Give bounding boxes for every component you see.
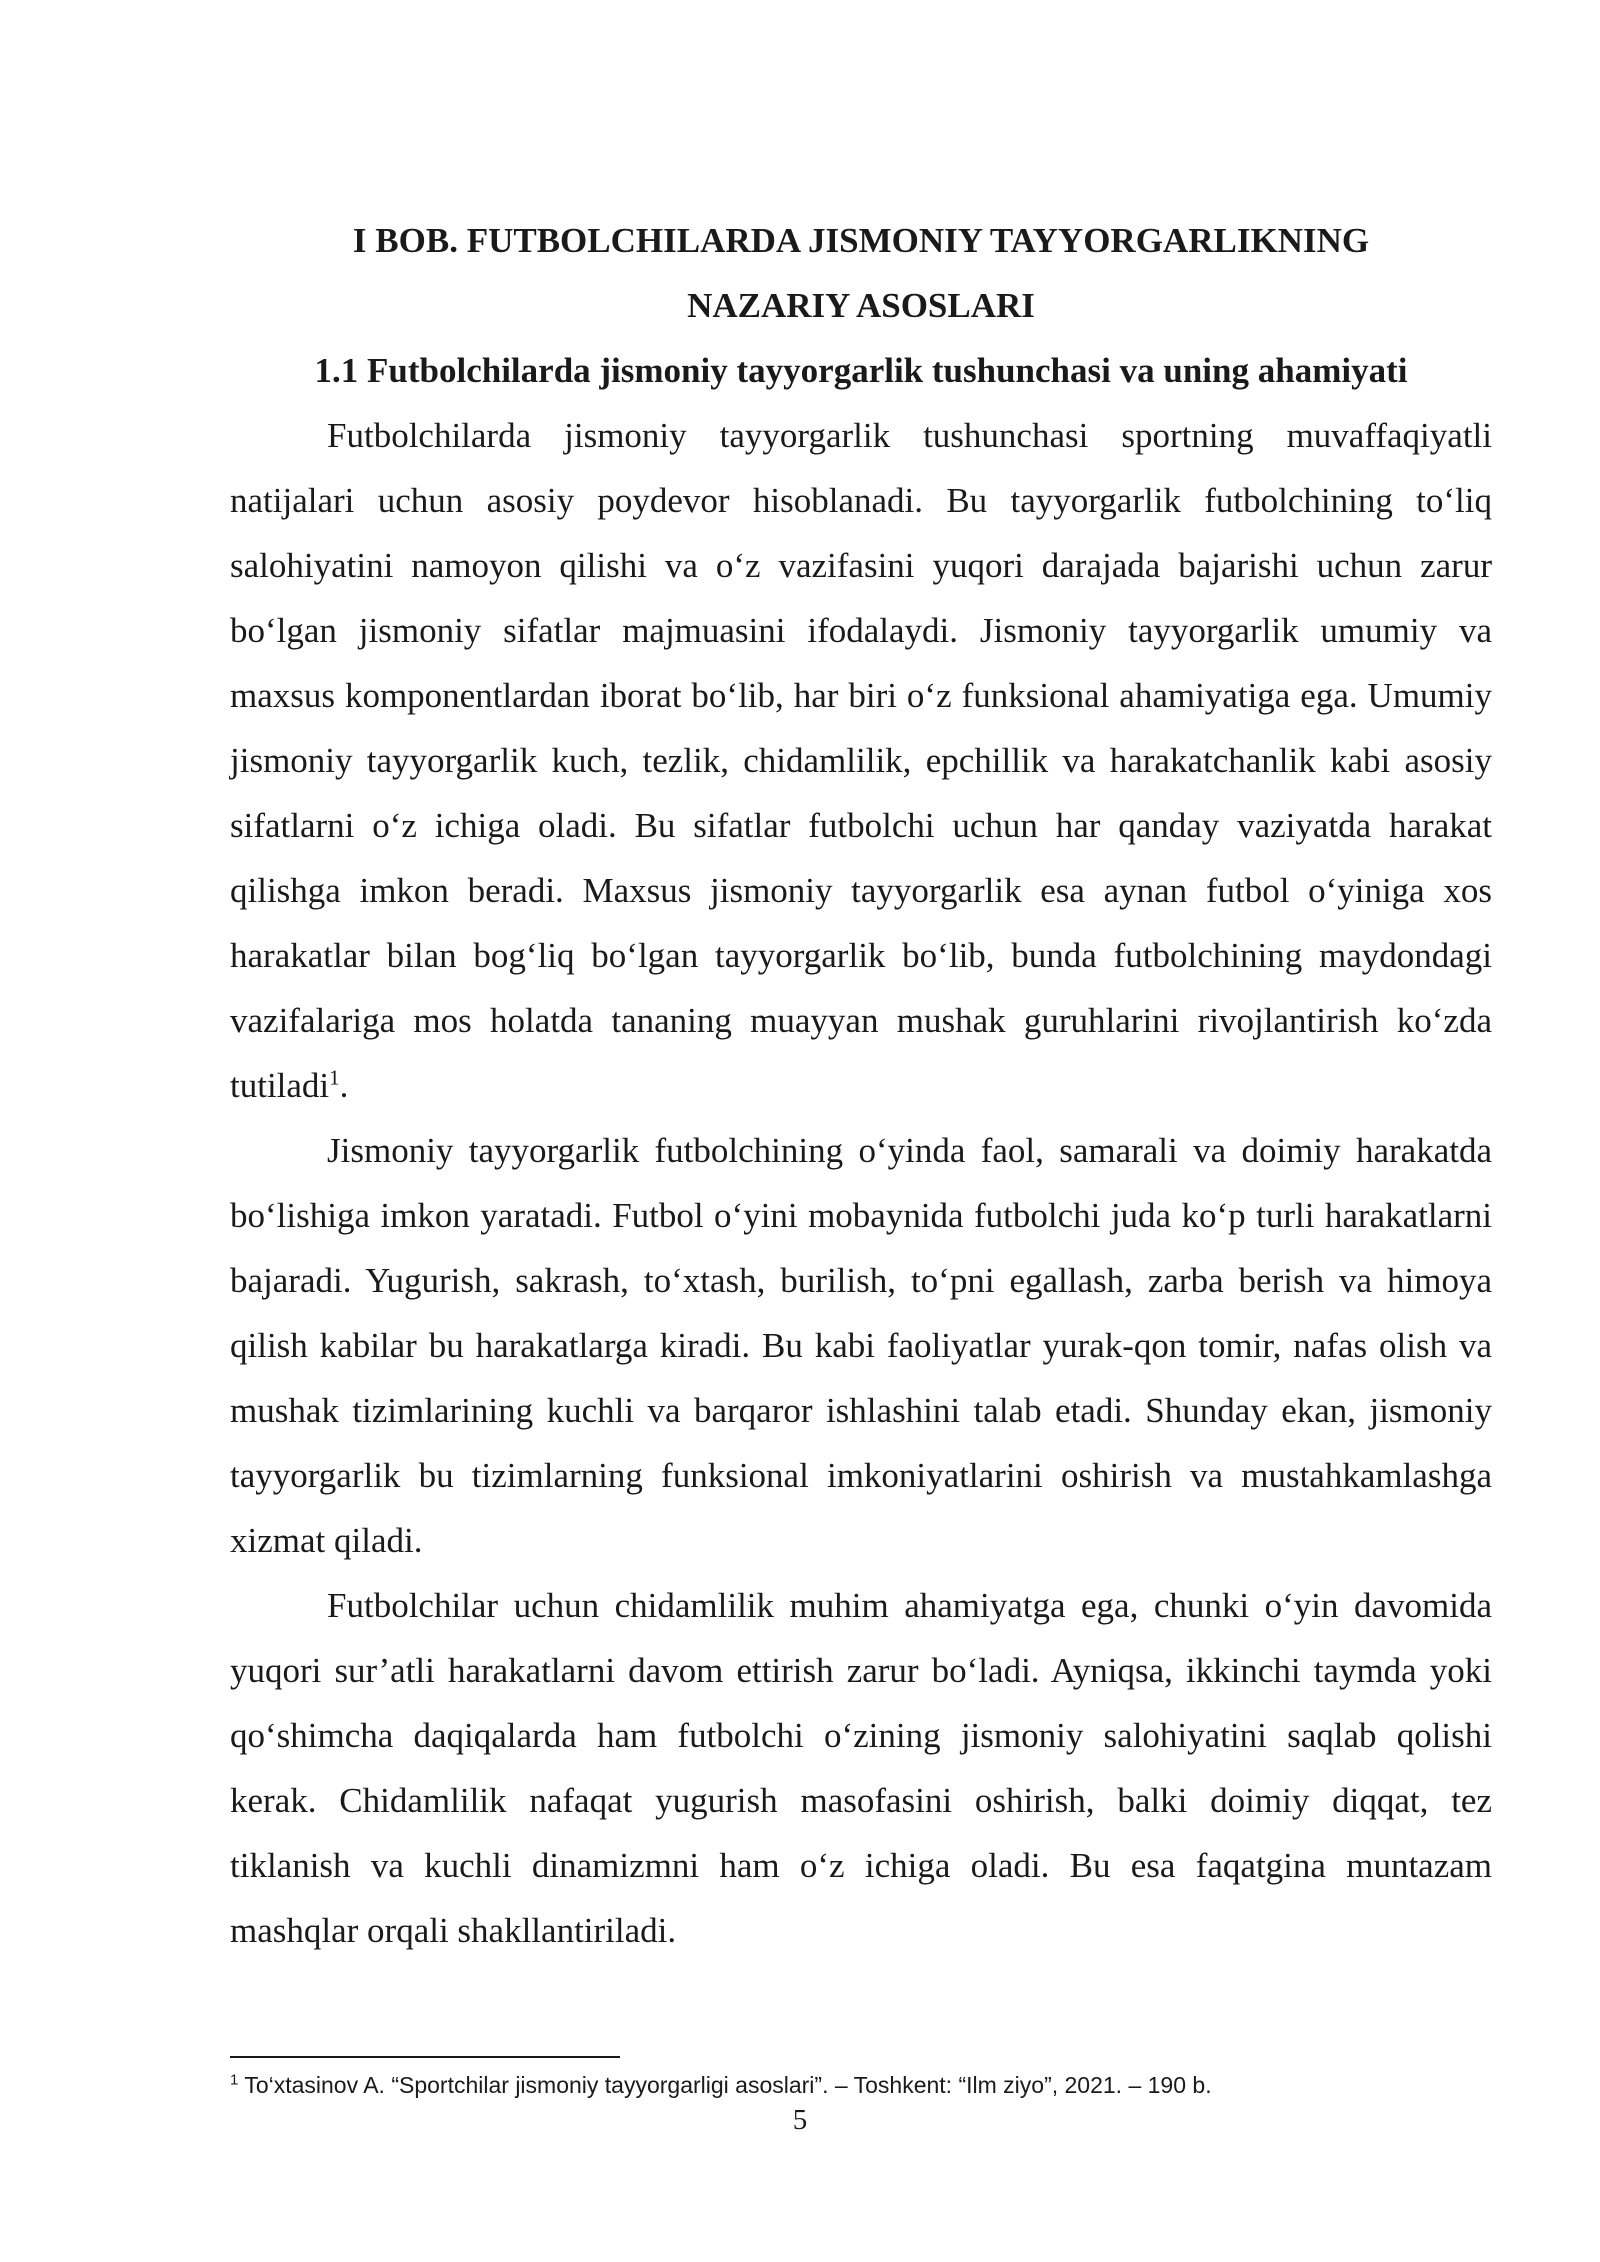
page-number: 5 (792, 2104, 808, 2136)
footnote-separator (230, 2056, 620, 2058)
chapter-title-line-1: I BOB. FUTBOLCHILARDA JISMONIY TAYYORGARLIKNING (352, 221, 1370, 260)
paragraph-1-tail: . (339, 1066, 349, 1105)
footnote-reference[interactable]: 1 (329, 1065, 340, 1090)
footnote-number: 1 (230, 2071, 239, 2089)
chapter-title-line-2: NAZARIY ASOSLARI (687, 286, 1035, 325)
footnote (230, 2070, 1492, 2100)
paragraph-1 (230, 403, 1492, 1118)
paragraph-2: Jismoniy tayyorgarlik futbolchining o‘yinda faol, samarali va doimiy harakatda bo‘lishiga imkon yaratadi. Futbol o‘yini mobaynida futbolchi juda ko‘p turli harakatlarni bajaradi. Yugurish, sakrash, to‘xtash, burilish, to‘pni egallash, zarba berish va himoya qilish kabilar bu harakatlarga kiradi. Bu kabi faoliyatlar yurak-qon tomir, nafas olish va mushak tizimlarining kuchli va barqaror ishlashini talab etadi. Shunday ekan, jismoniy tayyorgarlik bu tizimlarning funksional imkoniyatlarini oshirish va mustahkamlashga xizmat qiladi. (230, 1131, 1492, 1560)
chapter-title (230, 208, 1492, 338)
paragraph-3: Futbolchilar uchun chidamlilik muhim ahamiyatga ega, chunki o‘yin davomida yuqori sur’atli harakatlarni davom ettirish zarur bo‘ladi. Ayniqsa, ikkinchi taymda yoki qo‘shimcha daqiqalarda ham futbolchi o‘zining jismoniy salohiyatini saqlab qolishi kerak. Chidamlilik nafaqat yugurish masofasini oshirish, balki doimiy diqqat, tez tiklanish va kuchli dinamizmni ham o‘z ichiga oladi. Bu esa faqatgina muntazam mashqlar orqali shakllantiriladi. (230, 1586, 1492, 1950)
paragraph-1-text: Futbolchilarda jismoniy tayyorgarlik tushunchasi sportning muvaffaqiyatli natijalari uchun asosiy poydevor hisoblanadi. Bu tayyorgarlik futbolchining to‘liq salohiyatini namoyon qilishi va o‘z vazifasini yuqori darajada bajarishi uchun zarur bo‘lgan jismoniy sifatlar majmuasini ifodalaydi. Jismoniy tayyorgarlik umumiy va maxsus komponentlardan iborat bo‘lib, har biri o‘z funksional ahamiyatiga ega. Umumiy jismoniy tayyorgarlik kuch, tezlik, chidamlilik, epchillik va harakatchanlik kabi asosiy sifatlarni o‘z ichiga oladi. Bu sifatlar futbolchi uchun har qanday vaziyatda harakat qilishga imkon beradi. Maxsus jismoniy tayyorgarlik esa aynan futbol o‘yiniga xos harakatlar bilan bog‘liq bo‘lgan tayyorgarlik bo‘lib, bunda futbolchining maydondagi vazifalariga mos holatda tananing muayyan mushak guruhlarini rivojlantirish ko‘zda tutiladi (230, 416, 1492, 1105)
section-title: 1.1 Futbolchilarda jismoniy tayyorgarlik tushunchasi va uning ahamiyati (314, 351, 1408, 390)
footnote-text: To‘xtasinov A. “Sportchilar jismoniy tayyorgarligi asoslari”. – Toshkent: “Ilm ziyo”, 2021. – 190 b. (238, 2072, 1212, 2098)
page-body (230, 208, 1492, 1963)
